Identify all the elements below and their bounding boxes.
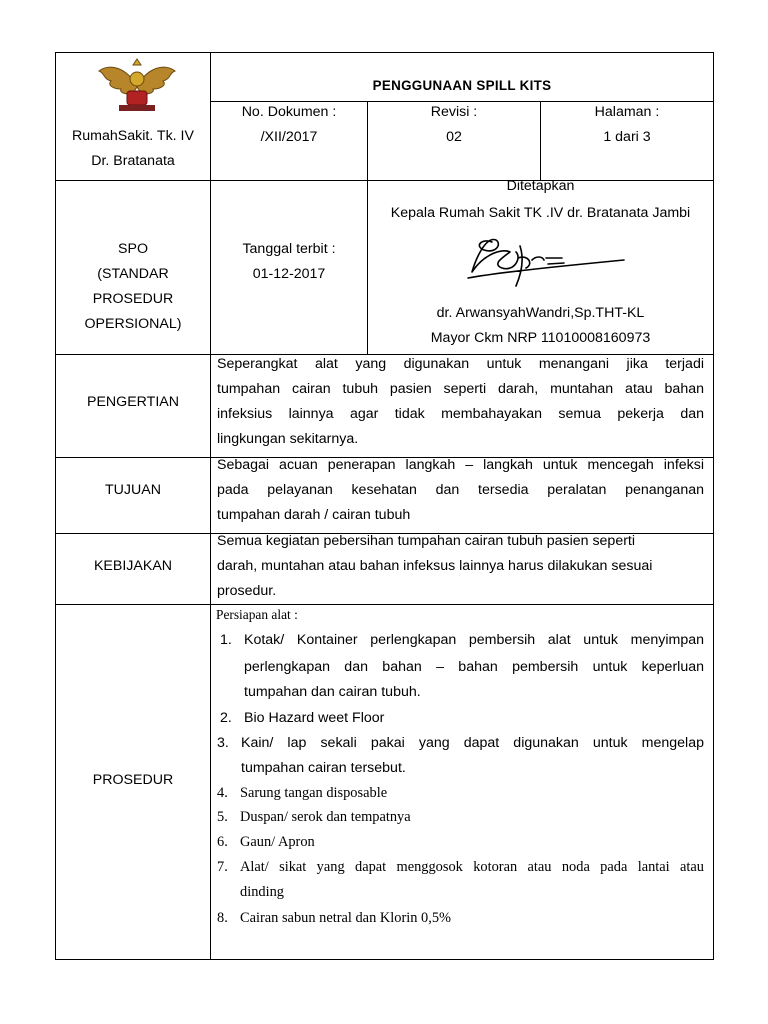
kebijakan-line: darah, muntahan atau bahan infeksus lainnya harus dilakukan sesuai (217, 558, 653, 574)
pengertian-label: PENGERTIAN (87, 394, 179, 410)
kepala-label: Kepala Rumah Sakit TK .IV dr. Bratanata Jambi (390, 205, 691, 221)
item-line: Duspan/ serok dan tempatnya (240, 809, 411, 825)
revisi-value: 02 (446, 129, 462, 145)
item-number: 2. (220, 710, 232, 726)
org-line-1: RumahSakit. Tk. IV (72, 128, 194, 144)
item-line: tumpahan cairan tersebut. (241, 760, 406, 776)
item-line: tumpahan dan cairan tubuh. (244, 684, 421, 700)
tujuan-line: pada pelayanan kesehatan dan tersedia peralatan penanganan (217, 482, 704, 498)
kebijakan-line: prosedur. (217, 583, 277, 599)
spo-line-1: SPO (118, 241, 148, 257)
item-line: Kain/ lap sekali pakai yang dapat digunakan untuk mengelap (241, 735, 704, 751)
hospital-logo (97, 57, 177, 113)
revisi-label: Revisi : (430, 104, 478, 120)
spo-line-2: (STANDAR (97, 266, 169, 282)
item-line: Kotak/ Kontainer perlengkapan pembersih alat untuk menyimpan (244, 632, 704, 648)
item-number: 1. (220, 632, 232, 648)
signer-rank: Mayor Ckm NRP 11010008160973 (430, 330, 651, 346)
halaman-value: 1 dari 3 (603, 129, 651, 145)
ditetapkan-label: Ditetapkan (506, 178, 575, 194)
kebijakan-line: Semua kegiatan pebersihan tumpahan cairan tubuh pasien seperti (217, 533, 636, 549)
org-line-2: Dr. Bratanata (91, 153, 175, 169)
tujuan-label: TUJUAN (105, 482, 161, 498)
item-number: 4. (217, 785, 228, 801)
doc-no-label: No. Dokumen : (241, 104, 337, 120)
spo-line-3: PROSEDUR (92, 291, 174, 307)
item-line: Alat/ sikat yang dapat menggosok kotoran atau noda pada lantai atau (240, 859, 704, 875)
tanggal-value: 01-12-2017 (252, 266, 326, 282)
pengertian-line: Seperangkat alat yang digunakan untuk menangani jika terjadi (217, 356, 704, 372)
item-number: 5. (217, 809, 228, 825)
signer-name: dr. ArwansyahWandri,Sp.THT-KL (436, 305, 645, 321)
signature (462, 228, 628, 290)
pengertian-line: lingkungan sekitarnya. (217, 431, 359, 447)
item-line: perlengkapan dan bahan – bahan pembersih untuk keperluan (244, 659, 704, 675)
item-line: Gaun/ Apron (240, 834, 315, 850)
prosedur-intro: Persiapan alat : (216, 607, 298, 622)
item-number: 8. (217, 910, 228, 926)
item-number: 7. (217, 859, 228, 875)
item-line: Sarung tangan disposable (240, 785, 388, 801)
kebijakan-label: KEBIJAKAN (93, 558, 173, 574)
tujuan-line: tumpahan darah / cairan tubuh (217, 507, 411, 523)
pengertian-line: infeksius lainnya agar tidak membahayakan semua pekerja dan (217, 406, 704, 422)
item-line: Cairan sabun netral dan Klorin 0,5% (240, 910, 452, 926)
doc-no-value: /XII/2017 (260, 129, 318, 145)
pengertian-line: tumpahan cairan tubuh pasien seperti darah, muntahan atau bahan (217, 381, 704, 397)
prosedur-label: PROSEDUR (92, 772, 174, 788)
halaman-label: Halaman : (594, 104, 660, 120)
spo-line-4: OPERSIONAL) (84, 316, 182, 332)
tanggal-label: Tanggal terbit : (242, 241, 336, 257)
item-line: Bio Hazard weet Floor (244, 710, 385, 726)
page-title: PENGGUNAAN SPILL KITS (372, 78, 552, 93)
tujuan-line: Sebagai acuan penerapan langkah – langkah untuk mencegah infeksi (217, 457, 704, 473)
item-number: 3. (217, 735, 229, 751)
item-number: 6. (217, 834, 228, 850)
item-line: dinding (240, 884, 284, 900)
